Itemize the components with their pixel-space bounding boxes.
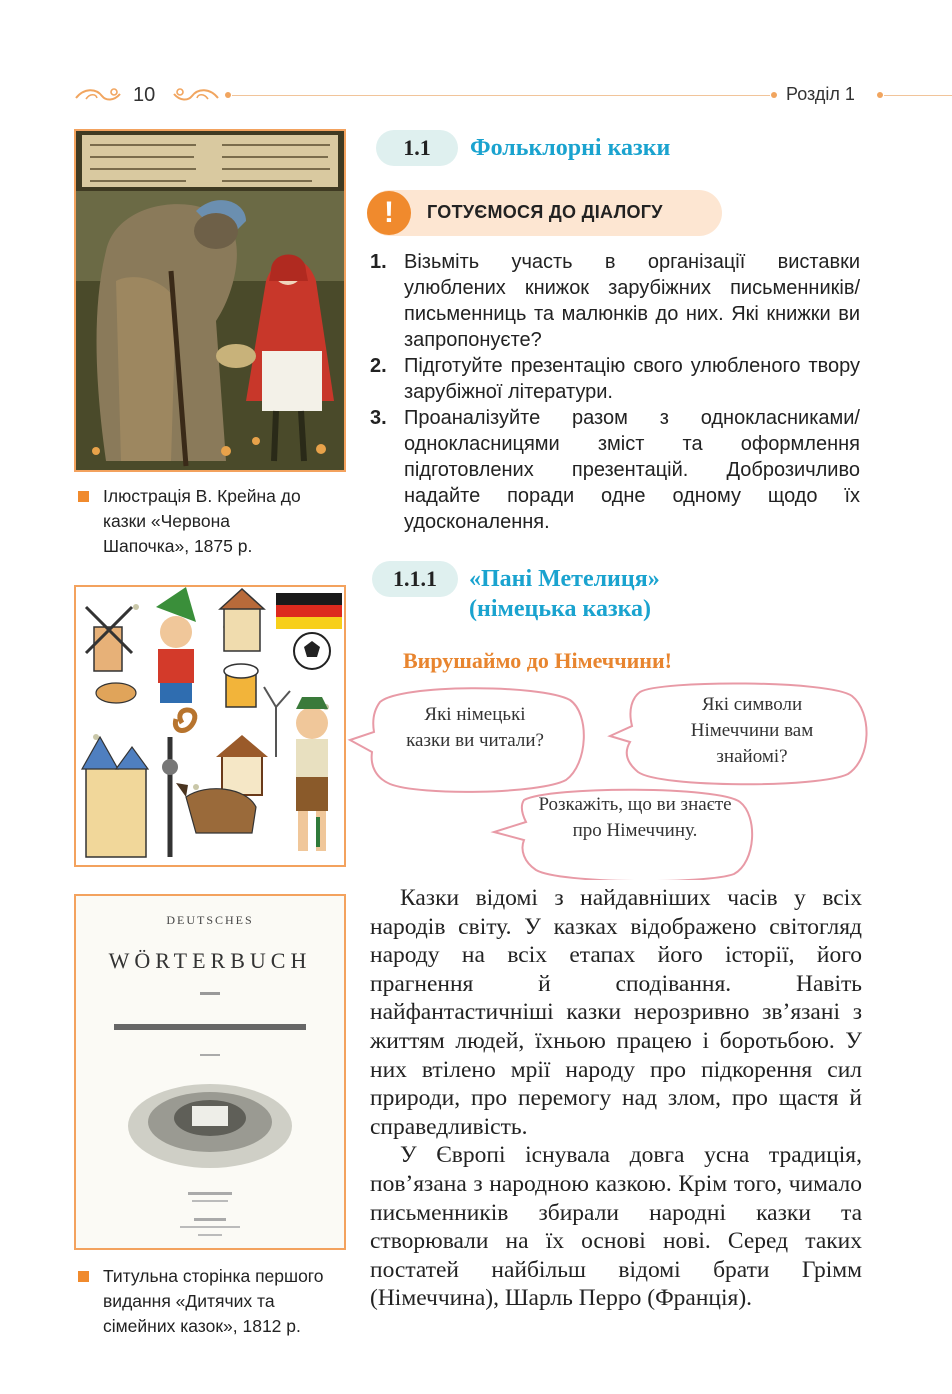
illustration-book-title-page bbox=[74, 894, 346, 1250]
book-line-deutsches: DEUTSCHES bbox=[166, 913, 254, 927]
task-number: 3. bbox=[370, 407, 387, 429]
header-rule bbox=[232, 95, 770, 96]
bubble-text-2: Які символи Німеччини вам знайомі? bbox=[690, 694, 814, 767]
task-text: Проаналізуйте разом з однокласниками/однокласницями зміст та оформлення підготовлених презентацій. Доброзичливо надайте поради одне одному щодо їх удосконалення. bbox=[404, 407, 860, 533]
exclamation-icon: ! bbox=[367, 191, 411, 235]
task-item bbox=[370, 249, 862, 353]
header-dot bbox=[771, 92, 777, 98]
task-number: 1. bbox=[370, 251, 387, 273]
header-dot bbox=[225, 92, 231, 98]
illustration-germany-symbols bbox=[74, 585, 346, 867]
section-title: Фольклорні казки bbox=[470, 135, 671, 161]
caption-book-title-page: Титульна сторінка першого видання «Дитячих та сімейних казок», 1812 р. bbox=[103, 1266, 324, 1336]
caption-bullet bbox=[78, 491, 89, 502]
bubble-text-3: Розкажіть, що ви знаєте про Німеччину. bbox=[538, 794, 732, 841]
red-riding-hood-picture bbox=[76, 131, 344, 470]
task-number: 2. bbox=[370, 355, 387, 377]
book-title-page-picture bbox=[76, 896, 344, 1248]
caption-red-riding-hood: Ілюстрація В. Крейна до казки «Червона Шапочка», 1875 р. bbox=[103, 486, 301, 556]
book-line-worterbuch: WÖRTERBUCH bbox=[108, 948, 312, 973]
page-number: 10 bbox=[133, 84, 156, 106]
body-text bbox=[370, 884, 862, 1313]
task-item bbox=[370, 353, 862, 405]
body-paragraph-1: Казки відомі з найдавніших часів у всіх народів світу. У казках відображено світогляд народу на всіх етапах його історії, його прагнення й сподівання. Навіть найфантастичніші казки нерозривно зв’язані з життям людей, їхньою працею і боротьбою. У них втілено мрії народу про підкорення сил природи, про перемогу над злом, про щастя й справедливість. bbox=[370, 885, 862, 1140]
caption-bullet bbox=[78, 1271, 89, 1282]
header-ornament-right-icon bbox=[170, 84, 220, 106]
header-dot bbox=[877, 92, 883, 98]
go-to-germany-heading: Вирушаймо до Німеччини! bbox=[403, 648, 672, 673]
body-paragraph-2: У Європі існувала довга усна традиція, пов’язана з народною казкою. Крім того, чимало письменників збирали народні казки та створювали на їх основі нові. Серед таких постатей найбільш відомі брати Грімм (Німеччина), Шарль Перро (Франція). bbox=[370, 1142, 862, 1312]
germany-symbols-picture bbox=[76, 587, 344, 865]
subsection-number: 1.1.1 bbox=[372, 561, 458, 597]
task-text: Візьміть участь в організації виставки улюблених книжок зарубіжних письменників/письменниць та малюнків до них. Які книжки ви запропонуєте? bbox=[404, 251, 860, 351]
header-ornament-left-icon bbox=[74, 84, 124, 106]
subsection-title-line2: (німецька казка) bbox=[469, 596, 652, 622]
chapter-label: Розділ 1 bbox=[786, 84, 855, 104]
section-number: 1.1 bbox=[376, 130, 458, 166]
task-text: Підготуйте презентацію свого улюбленого твору зарубіжної літератури. bbox=[404, 355, 860, 403]
subsection-title-line1: «Пані Метелиця» bbox=[469, 566, 660, 592]
dialog-label: ГОТУЄМОСЯ ДО ДІАЛОГУ bbox=[427, 202, 663, 222]
task-item bbox=[370, 405, 862, 535]
header-rule bbox=[884, 95, 952, 96]
bubble-text-1: Які німецькі казки ви читали? bbox=[406, 704, 544, 751]
illustration-red-riding-hood bbox=[74, 129, 346, 472]
